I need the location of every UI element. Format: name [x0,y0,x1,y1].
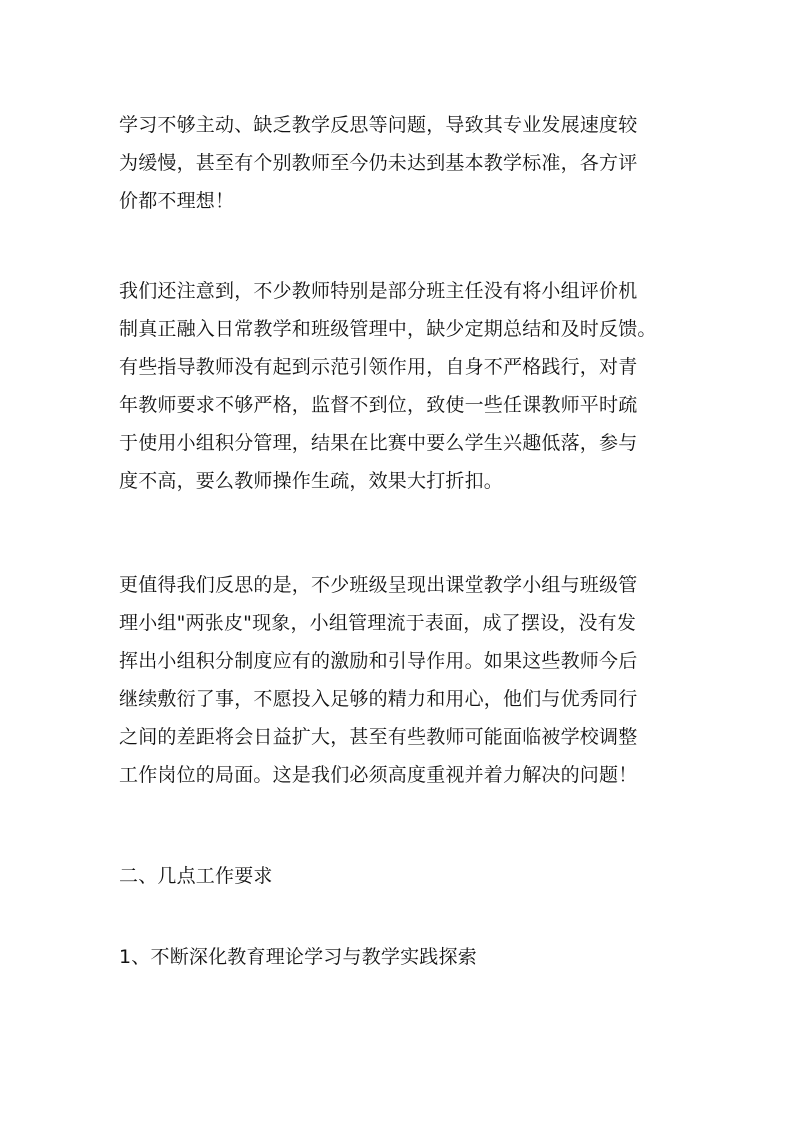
subsection-heading [119,938,699,976]
text-line: 价都不理想！ [119,190,235,212]
text-line: 于使用小组积分管理，结果在比赛中要么学生兴趣低落，参与 [119,432,638,454]
text-line: 为缓慢，甚至有个别教师至今仍未达到基本教学标准，各方评 [119,152,638,174]
text-line: 度不高，要么教师操作生疏，效果大打折扣。 [119,470,504,492]
text-line: 更值得我们反思的是，不少班级呈现出课堂教学小组与班级管 [119,574,638,596]
text-line: 理小组"两张皮"现象，小组管理流于表面，成了摆设，没有发 [119,612,637,634]
section-heading-text: 二、几点工作要求 [119,865,273,887]
text-line: 学习不够主动、缺乏教学反思等问题，导致其专业发展速度较 [119,114,638,136]
text-line: 挥出小组积分制度应有的激励和引导作用。如果这些教师今后 [119,650,638,672]
paragraph-teacher-issues [119,106,699,220]
subsection-heading-text: 1、不断深化教育理论学习与教学实践探索 [119,946,477,968]
text-line: 之间的差距将会日益扩大，甚至有些教师可能面临被学校调整 [119,726,638,748]
paragraph-reflection [119,566,699,794]
text-line: 继续敷衍了事，不愿投入足够的精力和用心，他们与优秀同行 [119,688,638,710]
section-heading [119,857,699,895]
text-line: 制真正融入日常教学和班级管理中，缺少定期总结和及时反馈。 [119,318,657,340]
text-line: 有些指导教师没有起到示范引领作用，自身不严格践行，对青 [119,356,638,378]
paragraph-group-evaluation [119,272,699,500]
text-line: 我们还注意到，不少教师特别是部分班主任没有将小组评价机 [119,280,638,302]
text-line: 工作岗位的局面。这是我们必须高度重视并着力解决的问题！ [119,764,638,786]
text-line: 年教师要求不够严格，监督不到位，致使一些任课教师平时疏 [119,394,638,416]
